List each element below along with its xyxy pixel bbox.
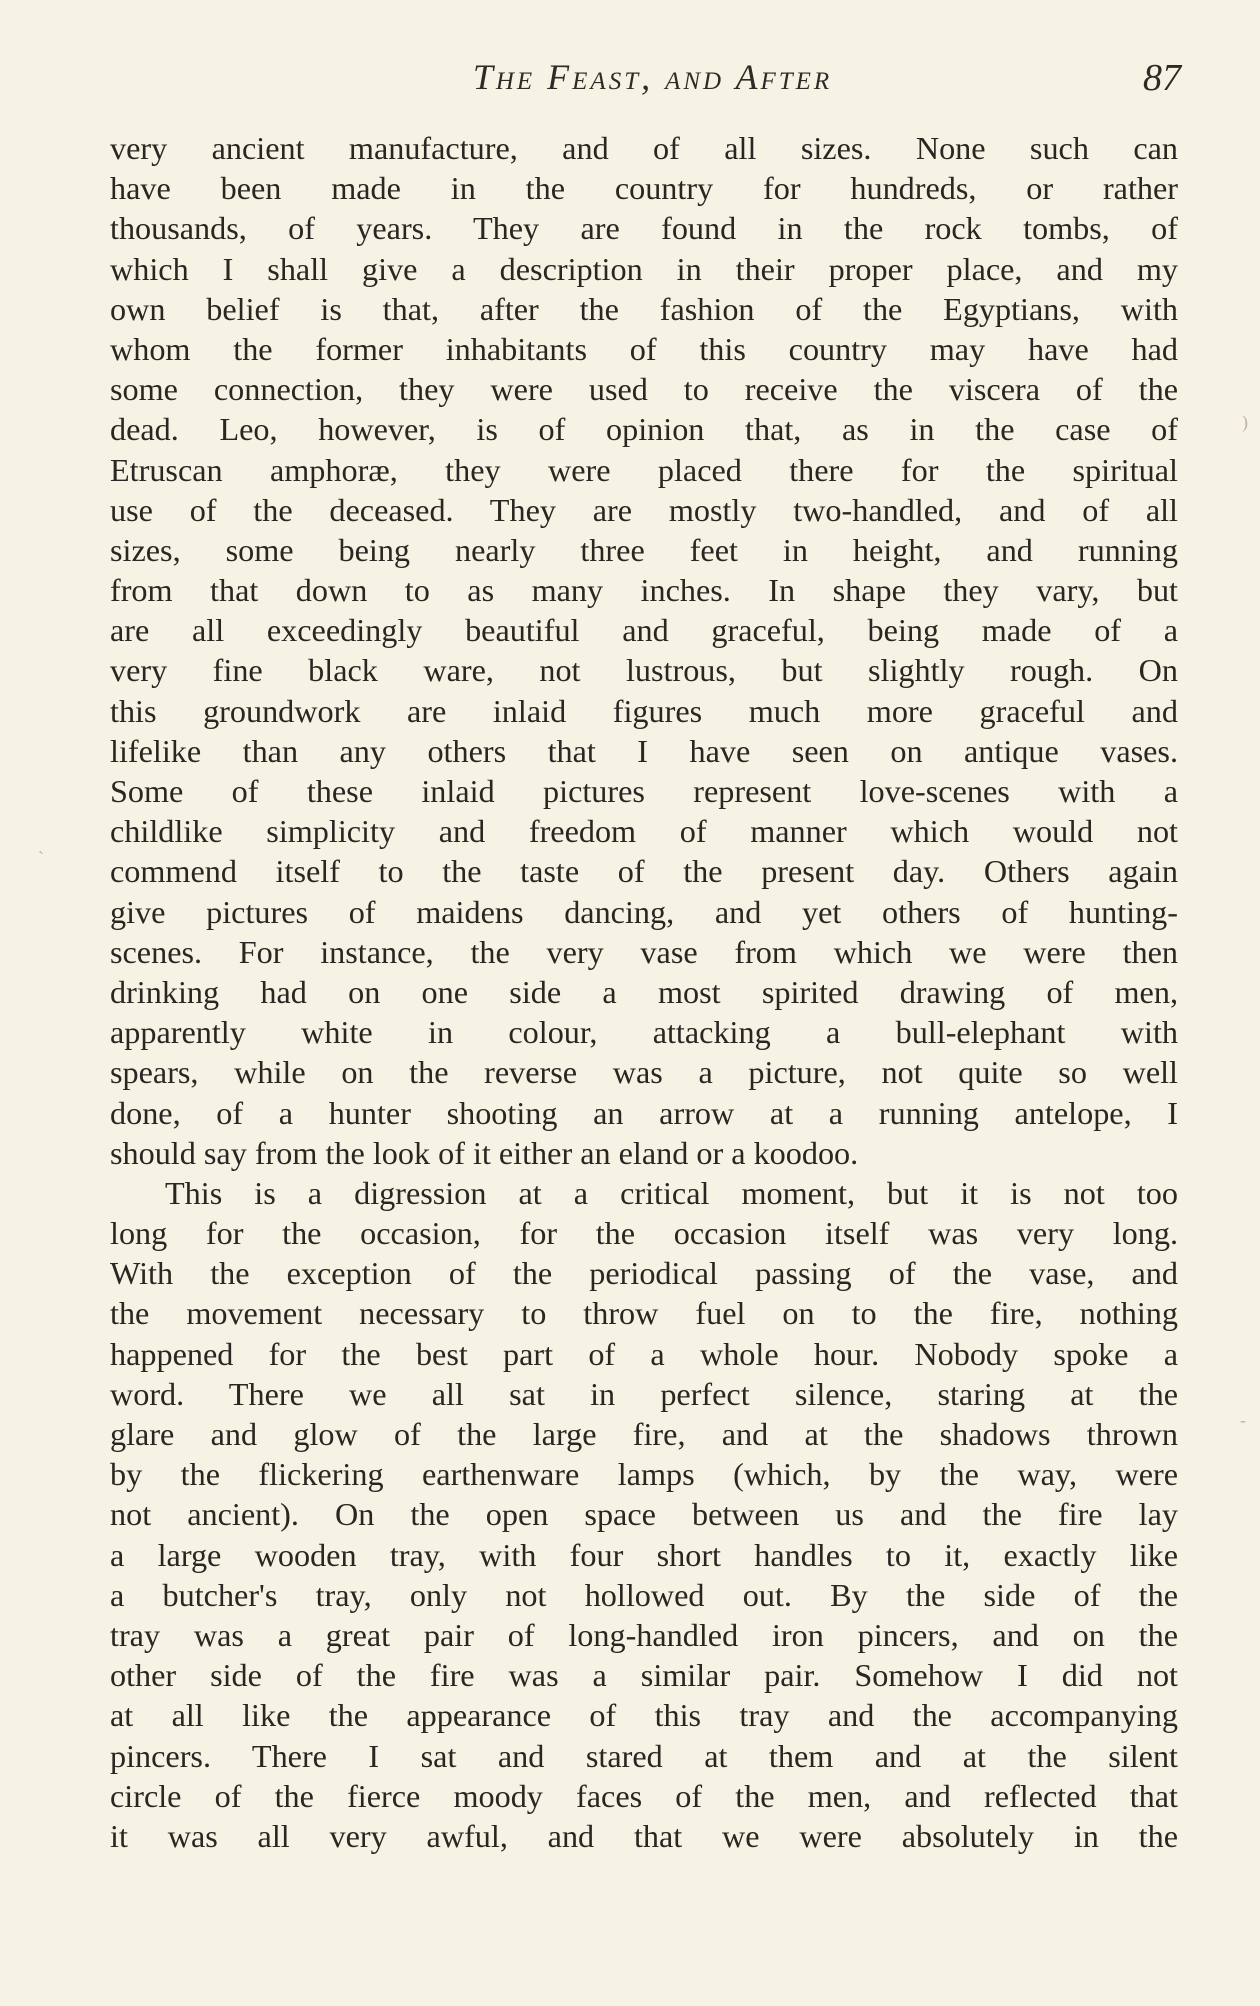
text-line: childlike simplicity and freedom of manner which would not (110, 813, 1178, 850)
text-line: lifelike than any others that I have seen on antique vases. (110, 732, 1178, 769)
text-line: dead. Leo, however, is of opinion that, as in the case of (110, 411, 1178, 448)
text-line: it was all very awful, and that we were absolutely in the (110, 1817, 1178, 1854)
text-line: this groundwork are inlaid figures much more graceful and (110, 692, 1178, 729)
text-line: long for the occasion, for the occasion itself was very long. (110, 1215, 1178, 1252)
text-line: spears, while on the reverse was a picture, not quite so well (110, 1054, 1178, 1091)
margin-mark: - (1240, 1410, 1246, 1430)
text-line: scenes. For instance, the very vase from which we were then (110, 933, 1178, 970)
text-line: circle of the fierce moody faces of the men, and reflected that (110, 1777, 1178, 1814)
text-line: use of the deceased. They are mostly two-handled, and of all (110, 491, 1178, 528)
text-line: Some of these inlaid pictures represent love-scenes with a (110, 773, 1178, 809)
margin-mark: ) (1242, 412, 1248, 432)
text-line: are all exceedingly beautiful and graceful, being made of a (110, 612, 1178, 649)
text-line: thousands, of years. They are found in the rock tombs, of (110, 210, 1178, 247)
text-line: With the exception of the periodical passing of the vase, and (110, 1255, 1178, 1292)
text-line: pincers. There I sat and stared at them and at the silent (110, 1737, 1178, 1774)
text-line: very fine black ware, not lustrous, but slightly rough. On (110, 652, 1178, 689)
margin-mark: ` (38, 848, 44, 868)
text-line: whom the former inhabitants of this country may have had (110, 330, 1178, 367)
text-line: from that down to as many inches. In shape they vary, but (110, 572, 1178, 609)
text-line: which I shall give a description in their proper place, and my (110, 250, 1178, 287)
text-line: done, of a hunter shooting an arrow at a running antelope, I (110, 1094, 1178, 1131)
text-line: not ancient). On the open space between us and the fire lay (110, 1496, 1178, 1533)
text-line: should say from the look of it either an eland or a koodoo. (110, 1134, 859, 1171)
text-line: tray was a great pair of long-handled iron pincers, and on the (110, 1616, 1178, 1653)
text-line: own belief is that, after the fashion of the Egyptians, with (110, 290, 1178, 327)
body-text (110, 128, 1178, 1856)
paragraph (110, 1173, 1178, 1856)
chapter-title: The Feast, and After (472, 57, 833, 97)
paragraph (110, 128, 1178, 1173)
text-line: sizes, some being nearly three feet in height, and running (110, 531, 1178, 568)
text-line: drinking had on one side a most spirited drawing of men, (110, 973, 1178, 1010)
text-line: the movement necessary to throw fuel on to the fire, nothing (110, 1295, 1178, 1332)
text-line: Etruscan amphoræ, they were placed there for the spiritual (110, 451, 1178, 488)
text-line: word. There we all sat in perfect silence, staring at the (110, 1375, 1178, 1412)
text-line: give pictures of maidens dancing, and yet others of hunting- (110, 893, 1178, 930)
text-line: very ancient manufacture, and of all sizes. None such can (110, 130, 1178, 166)
text-line: happened for the best part of a whole hour. Nobody spoke a (110, 1335, 1178, 1372)
page-number: 87 (1143, 57, 1181, 99)
text-line: a large wooden tray, with four short handles to it, exactly like (110, 1536, 1178, 1573)
text-line: at all like the appearance of this tray and the accompanying (110, 1697, 1178, 1734)
running-head (110, 56, 1195, 108)
text-line: This is a digression at a critical moment, but it is not too (165, 1174, 1178, 1211)
text-line: have been made in the country for hundreds, or rather (110, 170, 1178, 207)
text-line: other side of the fire was a similar pair. Somehow I did not (110, 1657, 1178, 1694)
text-line: some connection, they were used to receive the viscera of the (110, 371, 1178, 408)
text-line: apparently white in colour, attacking a bull-elephant with (110, 1014, 1178, 1051)
text-line: glare and glow of the large fire, and at the shadows thrown (110, 1416, 1178, 1452)
text-line: a butcher's tray, only not hollowed out. By the side of the (110, 1576, 1178, 1613)
text-line: by the flickering earthenware lamps (which, by the way, were (110, 1456, 1178, 1493)
text-line: commend itself to the taste of the present day. Others again (110, 853, 1178, 890)
